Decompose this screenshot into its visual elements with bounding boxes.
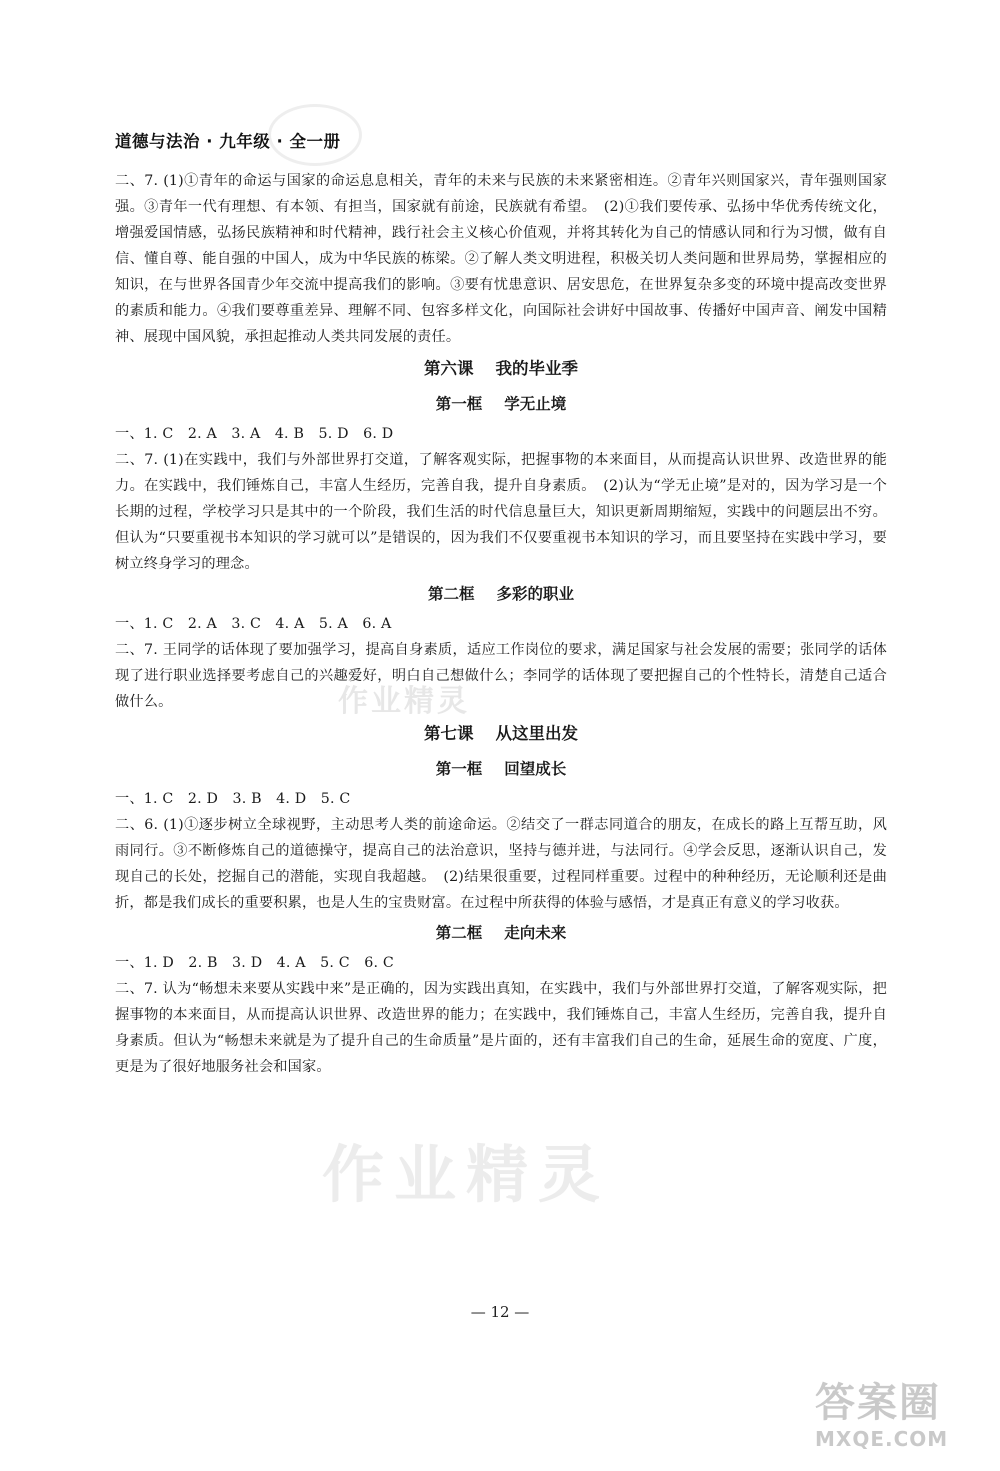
lesson-heading	[115, 715, 887, 752]
choice-answers: 一、1. D 2. B 3. D 4. A 5. C 6. C	[115, 955, 394, 971]
lesson-number: 第六课	[424, 359, 474, 378]
lesson-name: 我的毕业季	[495, 359, 578, 378]
answer-paragraph: 二、7. 王同学的话体现了要加强学习，提高自身素质，适应工作岗位的要求，满足国家与社会发展的需要；张同学的话体现了进行职业选择要考虑自己的兴趣爱好，明白自己想做什么；李同学的话体现了要把握自己的个性特长，清楚自己适合做什么。	[115, 642, 887, 710]
logo-mark: 答案圈	[815, 1380, 941, 1426]
answer-paragraph: 二、7. (1)①青年的命运与国家的命运息息相关，青年的未来与民族的未来紧密相连。②青年兴则国家兴，青年强则国家强。③青年一代有理想、有本领、有担当，国家就有前途，民族就有希望。 (2)①我们要传承、弘扬中华优秀传统文化，增强爱国情感，弘扬民族精神和时代精神，践行社会主义核心价值观，并将其转化为自己的情感认同和行为习惯，做有自信、懂自尊、能自强的中国人，成为中华民族的栋梁。②了解人类文明进程，积极关切人类问题和世界局势，掌握相应的知识，在与世界各国青少年交流中提高我们的影响。③要有忧患意识、居安思危，在世界复杂多变的环境中提高改变世界的素质和能力。④我们要尊重差异、理解不同、包容多样文化，向国际社会讲好中国故事、传播好中国声音、阐发中国精神、展现中国风貌，承担起推动人类共同发展的责任。	[115, 173, 887, 345]
section-heading	[115, 577, 887, 611]
choice-answers: 一、1. C 2. D 3. B 4. D 5. C	[115, 791, 351, 807]
choice-answers: 一、1. C 2. A 3. C 4. A 5. A 6. A	[115, 616, 392, 632]
site-logo	[815, 1380, 990, 1466]
watermark-text: 作业精灵	[338, 684, 470, 719]
lesson-name: 从这里出发	[495, 724, 578, 743]
section-number: 第二框	[427, 585, 475, 603]
answer-paragraph: 二、7. 认为“畅想未来要从实践中来”是正确的，因为实践出真知，在实践中，我们与外部世界打交道，了解客观实际，把握事物的本来面目，从而提高认识世界、改造世界的能力；在实践中，我们锤炼自己，丰富人生经历，完善自我，提升自身素质。但认为“畅想未来就是为了提升自己的生命质量”是片面的，还有丰富我们自己的生命，延展生命的宽度、广度，更是为了很好地服务社会和国家。	[115, 981, 887, 1075]
section-number: 第一框	[435, 395, 483, 413]
choice-answers: 一、1. C 2. A 3. A 4. B 5. D 6. D	[115, 426, 394, 442]
section-name: 走向未来	[504, 924, 567, 942]
section-number: 第二框	[435, 924, 483, 942]
answer-paragraph: 二、6. (1)①逐步树立全球视野，主动思考人类的前途命运。②结交了一群志同道合的朋友，在成长的路上互帮互助，风雨同行。③不断修炼自己的道德操守，提高自己的法治意识，坚持与德并进，与法同行。④学会反思，逐渐认识自己，发现自己的长处，挖掘自己的潜能，实现自我超越。 (2)结果很重要，过程同样重要。过程中的种种经历，无论顺利还是曲折，都是我们成长的重要积累，也是人生的宝贵财富。在过程中所获得的体验与感悟，才是真正有意义的学习收获。	[115, 817, 887, 911]
section-name: 回望成长	[504, 760, 567, 778]
page-content	[115, 168, 887, 1080]
section-heading	[115, 387, 887, 421]
page-number: — 12 —	[470, 1303, 530, 1321]
section-heading	[115, 752, 887, 786]
lesson-heading	[115, 350, 887, 387]
lesson-number: 第七课	[424, 724, 474, 743]
section-number: 第一框	[435, 760, 483, 778]
section-name: 学无止境	[504, 395, 567, 413]
running-header: 道德与法治 · 九年级 · 全一册	[115, 132, 341, 151]
answer-paragraph: 二、7. (1)在实践中，我们与外部世界打交道，了解客观实际，把握事物的本来面目，从而提高认识世界、改造世界的能力。在实践中，我们锤炼自己，丰富人生经历，完善自我，提升自身素质。 (2)认为“学无止境”是对的，因为学习是一个长期的过程，学校学习只是其中的一个阶段，我们生活的时代信息量巨大，知识更新周期缩短，实践中的问题层出不穷。但认为“只要重视书本知识的学习就可以”是错误的，因为我们不仅要重视书本知识的学习，而且要坚持在实践中学习，要树立终身学习的理念。	[115, 452, 887, 572]
section-name: 多彩的职业	[496, 585, 575, 603]
watermark-text-large: 作业精灵	[322, 1138, 611, 1211]
logo-url: MXQE.COM	[815, 1427, 949, 1451]
section-heading	[115, 916, 887, 950]
